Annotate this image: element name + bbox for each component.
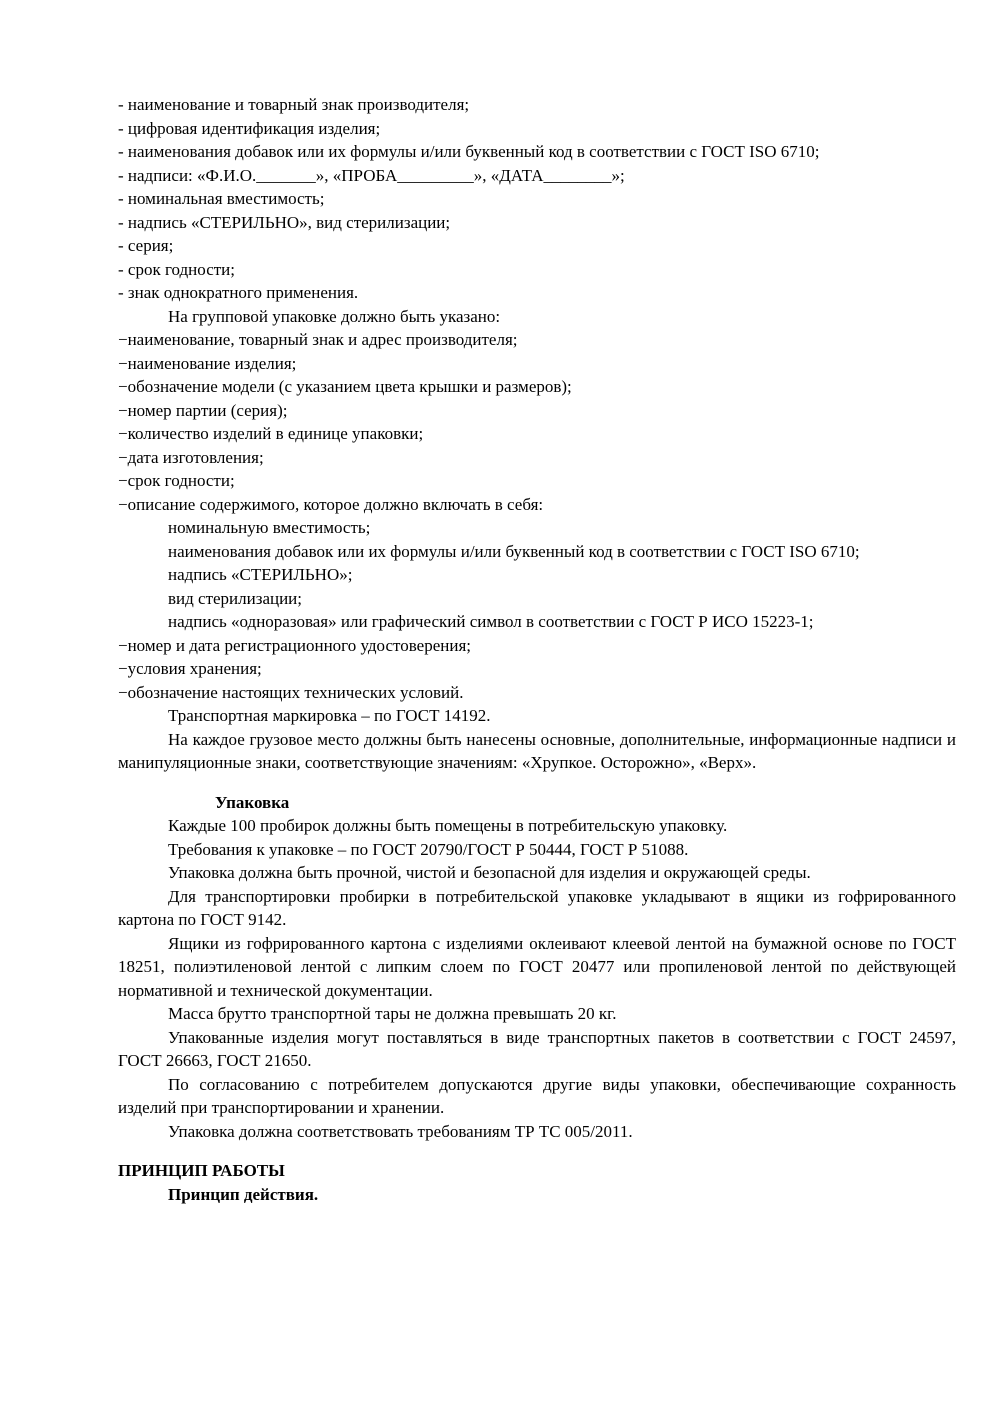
list-item: - срок годности;	[118, 259, 235, 279]
list-item: −наименование, товарный знак и адрес производителя;	[118, 330, 518, 349]
list-item: - наименования добавок или их формулы и/или буквенный код в соответствии с ГОСТ ISO 6710;	[118, 142, 820, 161]
paragraph: Транспортная маркировка – по ГОСТ 14192.	[168, 706, 491, 725]
list-item: −количество изделий в единице упаковки;	[118, 424, 424, 443]
paragraph: По согласованию с потребителем допускаются другие виды упаковки, обеспечивающие сохранность изделий при транспортировании и хранении.	[118, 1074, 956, 1117]
list-item: −обозначение модели (с указанием цвета крышки и размеров);	[118, 377, 572, 396]
list-item: - цифровая идентификация изделия;	[118, 118, 381, 138]
document-body	[118, 93, 956, 1206]
section-heading: Упаковка	[215, 792, 290, 812]
paragraph: надпись «СТЕРИЛЬНО»;	[168, 565, 353, 584]
list-item: - серия;	[118, 236, 174, 255]
paragraph: Упакованные изделия могут поставляться в виде транспортных пакетов в соответствии с ГОСТ 24597, ГОСТ 26663, ГОСТ 21650.	[118, 1027, 956, 1070]
paragraph: Упаковка должна быть прочной, чистой и безопасной для изделия и окружающей среды.	[168, 863, 811, 882]
list-item: - надписи: «Ф.И.О._______», «ПРОБА_________», «ДАТА________»;	[118, 165, 625, 185]
list-item: −дата изготовления;	[118, 447, 264, 467]
paragraph: надпись «одноразовая» или графический символ в соответствии с ГОСТ Р ИСО 15223-1;	[168, 612, 814, 631]
paragraph: На групповой упаковке должно быть указано:	[168, 306, 501, 326]
list-item: −обозначение настоящих технических условий.	[118, 682, 464, 702]
list-item: −номер партии (серия);	[118, 400, 288, 420]
paragraph: Для транспортировки пробирки в потребительской упаковке укладывают в ящики из гофрированного картона по ГОСТ 9142.	[118, 886, 956, 929]
bold-paragraph: Принцип действия.	[168, 1184, 319, 1204]
paragraph: Масса брутто транспортной тары не должна превышать 20 кг.	[168, 1004, 617, 1023]
paragraph: Каждые 100 пробирок должны быть помещены в потребительскую упаковку.	[168, 816, 728, 835]
list-item: −наименование изделия;	[118, 353, 297, 373]
list-item: - наименование и товарный знак производителя;	[118, 95, 470, 114]
paragraph: Ящики из гофрированного картона с изделиями оклеивают клеевой лентой на бумажной основе по ГОСТ 18251, полиэтиленовой лентой с липким слоем по ГОСТ 20477 или пропиленовой лентой по действующей нормативной и технической документации.	[118, 933, 956, 1000]
paragraph: Упаковка должна соответствовать требованиям ТР ТС 005/2011.	[168, 1121, 633, 1141]
list-item: −номер и дата регистрационного удостоверения;	[118, 635, 471, 655]
section-title: ПРИНЦИП РАБОТЫ	[118, 1161, 285, 1180]
list-item: −срок годности;	[118, 471, 235, 490]
paragraph: Требования к упаковке – по ГОСТ 20790/ГОСТ Р 50444, ГОСТ Р 51088.	[168, 839, 689, 859]
list-item: - знак однократного применения.	[118, 283, 359, 302]
list-item: - номинальная вместимость;	[118, 189, 325, 208]
list-item: −описание содержимого, которое должно включать в себя:	[118, 494, 544, 514]
paragraph: вид стерилизации;	[168, 588, 302, 608]
list-item: - надпись «СТЕРИЛЬНО», вид стерилизации;	[118, 212, 451, 232]
paragraph: На каждое грузовое место должны быть нанесены основные, дополнительные, информационные надписи и манипуляционные знаки, соответствующие значениям: «Хрупкое. Осторожно», «Верх».	[118, 729, 956, 772]
list-item: −условия хранения;	[118, 659, 262, 678]
paragraph: наименования добавок или их формулы и/или буквенный код в соответствии с ГОСТ ISO 6710;	[168, 541, 860, 561]
paragraph: номинальную вместимость;	[168, 518, 371, 537]
